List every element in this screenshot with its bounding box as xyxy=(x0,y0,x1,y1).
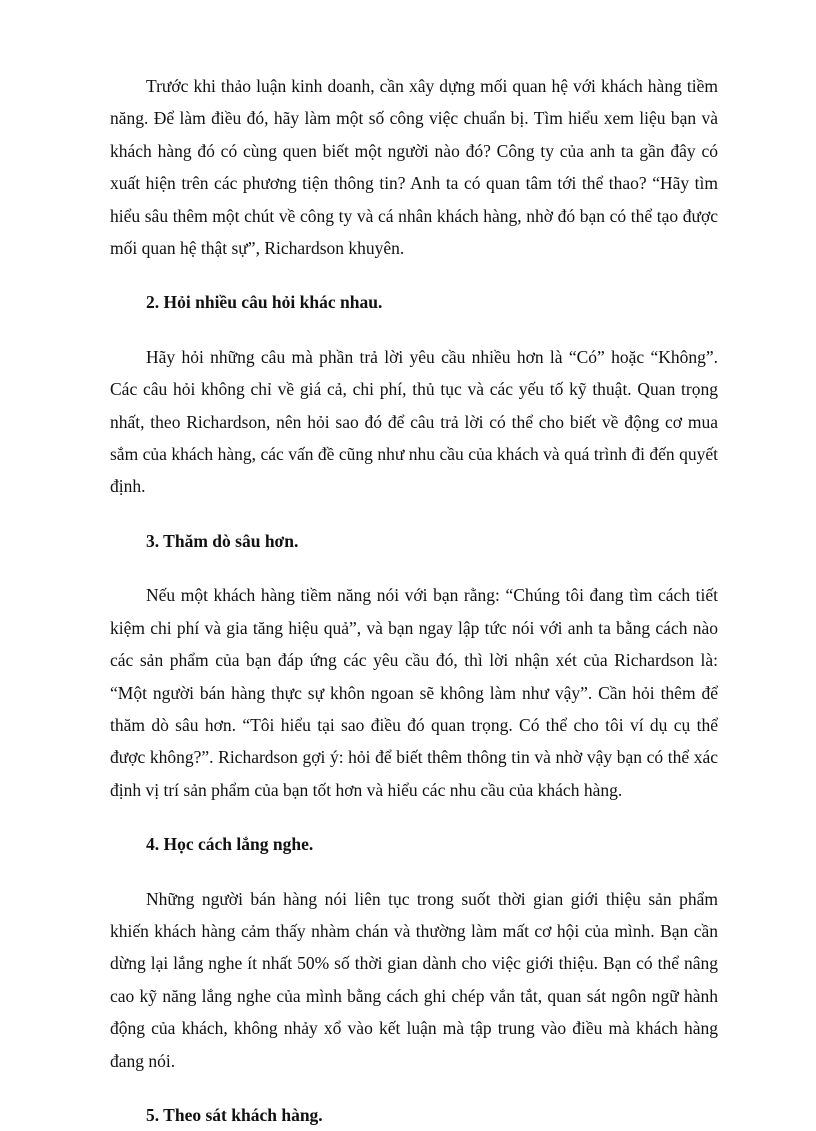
heading-ask-questions: 2. Hỏi nhiều câu hỏi khác nhau. xyxy=(146,292,383,313)
paragraph-ask-questions: Hãy hỏi những câu mà phần trả lời yêu cầu nhiều hơn là “Có” hoặc “Không”. Các câu hỏi không chỉ về giá cả, chi phí, thủ tục và các yếu tố kỹ thuật. Quan trọng nhất, theo Richardson, nên hỏi sao đó để câu trả lời có thể cho biết về động cơ mua sắm của khách hàng, các vấn đề cũng như nhu cầu của khách và quá trình đi đến quyết định. xyxy=(110,346,718,497)
paragraph-probe-deeper: Nếu một khách hàng tiềm năng nói với bạn rằng: “Chúng tôi đang tìm cách tiết kiệm chi phí và gia tăng hiệu quả”, và bạn ngay lập tức nói với anh ta bằng cách nào các sản phẩm của bạn đáp ứng các yêu cầu đó, thì lời nhận xét của Richardson là: “Một người bán hàng thực sự khôn ngoan sẽ không làm như vậy”. Cần hỏi thêm để thăm dò sâu hơn. “Tôi hiểu tại sao điều đó quan trọng. Có thể cho tôi ví dụ cụ thể được không?”. Richardson gợi ý: hỏi để biết thêm thông tin và nhờ vậy bạn có thể xác định vị trí sản phẩm của bạn tốt hơn và hiểu các nhu cầu của khách hàng. xyxy=(110,585,718,800)
heading-listen: 4. Học cách lắng nghe. xyxy=(146,834,314,855)
document-page xyxy=(110,70,718,1131)
paragraph-listen: Những người bán hàng nói liên tục trong suốt thời gian giới thiệu sản phẩm khiến khách hàng cảm thấy nhàm chán và thường làm mất cơ hội của mình. Bạn cần dừng lại lắng nghe ít nhất 50% số thời gian dành cho việc giới thiệu. Bạn có thể nâng cao kỹ năng lắng nghe của mình bằng cách ghi chép vắn tắt, quan sát ngôn ngữ hành động của khách, không nhảy xổ vào kết luận mà tập trung vào điều mà khách hàng đang nói. xyxy=(110,888,718,1071)
paragraph-relationship: Trước khi thảo luận kinh doanh, cần xây dựng mối quan hệ với khách hàng tiềm năng. Để làm điều đó, hãy làm một số công việc chuẩn bị. Tìm hiểu xem liệu bạn và khách hàng đó có cùng quen biết một người nào đó? Công ty của anh ta gần đây có xuất hiện trên các phương tiện thông tin? Anh ta có quan tâm tới thể thao? “Hãy tìm hiểu sâu thêm một chút về công ty và cá nhân khách hàng, nhờ đó bạn có thể tạo được mối quan hệ thật sự”, Richardson khuyên. xyxy=(110,76,718,259)
heading-follow-customer: 5. Theo sát khách hàng. xyxy=(146,1104,323,1125)
heading-probe-deeper: 3. Thăm dò sâu hơn. xyxy=(146,530,299,551)
